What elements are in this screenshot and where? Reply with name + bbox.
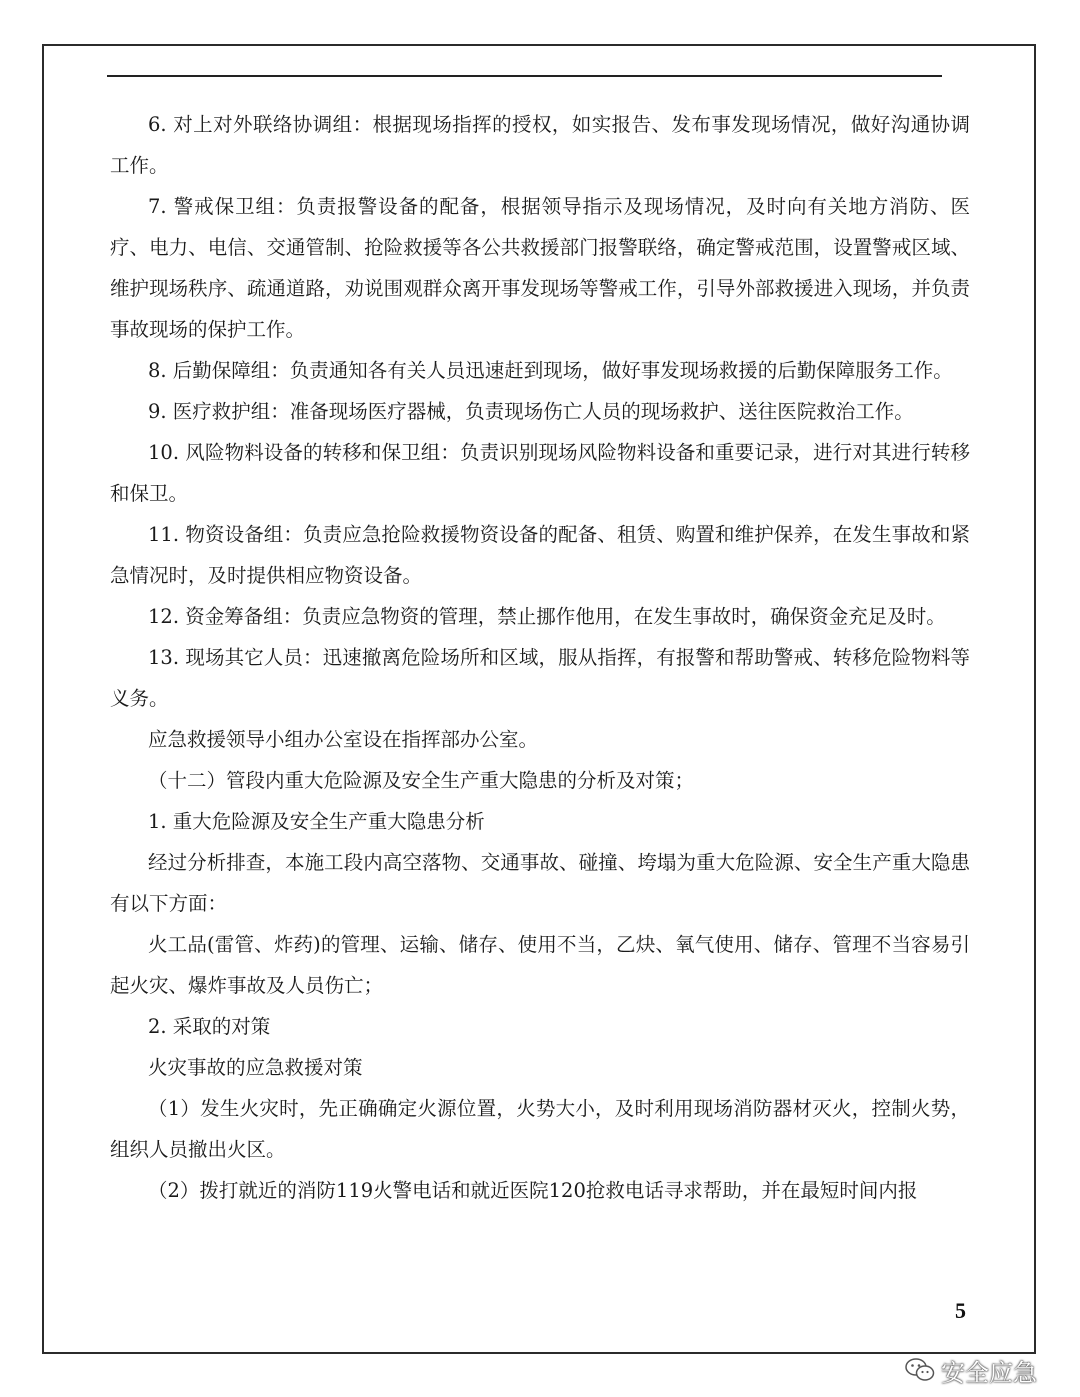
paragraph: 12. 资金筹备组：负责应急物资的管理，禁止挪作他用，在发生事故时，确保资金充足及时。 xyxy=(148,605,946,628)
paragraph: 13. 现场其它人员：迅速撤离危险场所和区域，服从指挥，有报警和帮助警戒、转移危险物料等义务。 xyxy=(110,646,970,710)
paragraph: 10. 风险物料设备的转移和保卫组：负责识别现场风险物料设备和重要记录，进行对其进行转移和保卫。 xyxy=(110,441,970,505)
section-heading: （十二）管段内重大危险源及安全生产重大隐患的分析及对策； xyxy=(148,769,695,792)
paragraph: 火工品(雷管、炸药)的管理、运输、储存、使用不当，乙炔、氧气使用、储存、管理不当容易引起火灾、爆炸事故及人员伤亡； xyxy=(110,933,970,997)
page-number: 5 xyxy=(955,1298,966,1323)
paragraph: 火灾事故的应急救援对策 xyxy=(148,1056,363,1079)
paragraph: 6. 对上对外联络协调组：根据现场指挥的授权，如实报告、发布事发现场情况，做好沟通协调工作。 xyxy=(110,113,970,177)
watermark-text: 安全应急 xyxy=(941,1358,1037,1387)
header-rule xyxy=(107,75,942,77)
paragraph: 应急救援领导小组办公室设在指挥部办公室。 xyxy=(148,728,539,751)
paragraph: 7. 警戒保卫组：负责报警设备的配备，根据领导指示及现场情况，及时向有关地方消防、医疗、电力、电信、交通管制、抢险救援等各公共救援部门报警联络，确定警戒范围，设置警戒区域、维护现场秩序、疏通道路，劝说围观群众离开事发现场等警戒工作，引导外部救援进入现场，并负责事故现场的保护工作。 xyxy=(110,195,970,341)
wechat-icon xyxy=(905,1357,935,1383)
paragraph: （2）拨打就近的消防119火警电话和就近医院120抢救电话寻求帮助，并在最短时间内报 xyxy=(148,1179,918,1202)
subsection-heading: 1. 重大危险源及安全生产重大隐患分析 xyxy=(148,810,485,833)
paragraph: 11. 物资设备组：负责应急抢险救援物资设备的配备、租赁、购置和维护保养，在发生事故和紧急情况时，及时提供相应物资设备。 xyxy=(110,523,970,587)
paragraph: 8. 后勤保障组：负责通知各有关人员迅速赶到现场，做好事发现场救援的后勤保障服务工作。 xyxy=(148,359,953,382)
paragraph: （1）发生火灾时，先正确确定火源位置，火势大小，及时利用现场消防器材灭火，控制火势，组织人员撤出火区。 xyxy=(110,1097,970,1161)
paragraph: 经过分析排查，本施工段内高空落物、交通事故、碰撞、垮塌为重大危险源、安全生产重大隐患有以下方面： xyxy=(110,851,970,915)
subsection-heading: 2. 采取的对策 xyxy=(148,1015,271,1038)
document-body xyxy=(110,104,970,1211)
watermark xyxy=(905,1353,1037,1387)
paragraph: 9. 医疗救护组：准备现场医疗器械，负责现场伤亡人员的现场救护、送往医院救治工作。 xyxy=(148,400,914,423)
